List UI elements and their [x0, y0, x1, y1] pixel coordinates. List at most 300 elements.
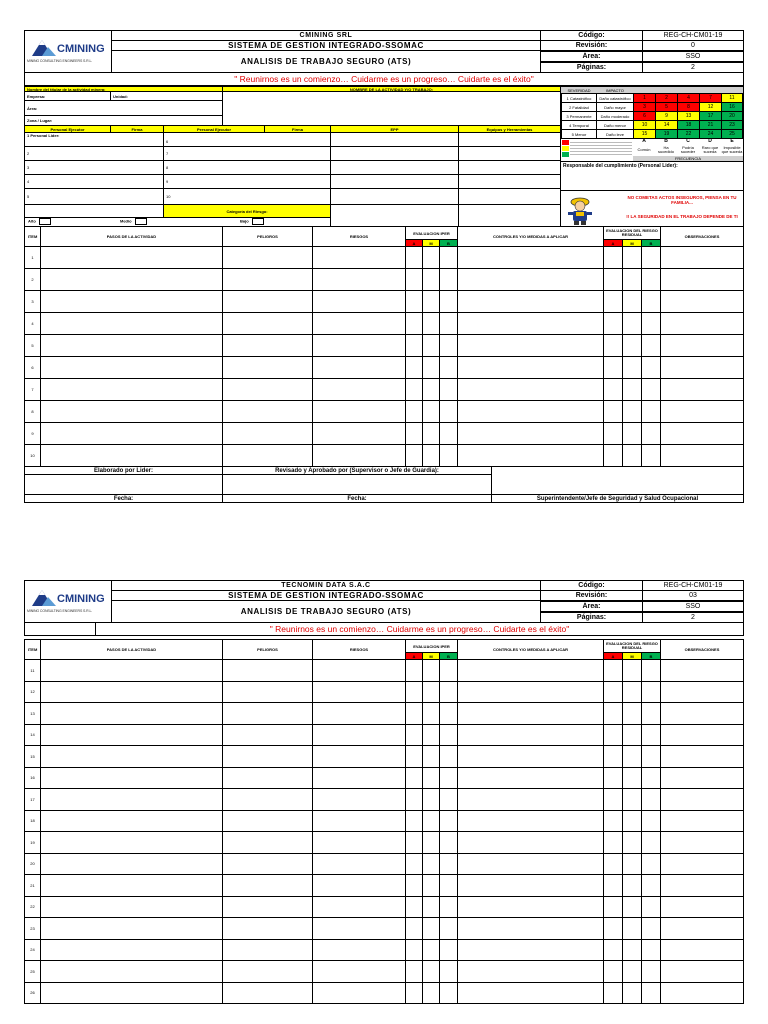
iper-a-cell[interactable]: [405, 745, 423, 768]
iper-a-cell[interactable]: [405, 422, 423, 445]
pasos-cell[interactable]: [40, 246, 223, 269]
pasos-cell[interactable]: [40, 960, 223, 983]
riesgos-cell[interactable]: [312, 767, 406, 790]
residual-a-cell[interactable]: [603, 853, 623, 876]
controles-cell[interactable]: [457, 896, 604, 919]
observaciones-cell[interactable]: [660, 745, 744, 768]
controles-cell[interactable]: [457, 681, 604, 704]
personal-right-cell[interactable]: 9: [163, 174, 331, 189]
riesgos-cell[interactable]: [312, 982, 406, 1005]
pasos-cell[interactable]: [40, 982, 223, 1005]
pasos-cell[interactable]: [40, 745, 223, 768]
residual-m-cell[interactable]: [622, 356, 642, 379]
iper-a-cell[interactable]: [405, 400, 423, 423]
residual-m-cell[interactable]: [622, 939, 642, 962]
residual-a-cell[interactable]: [603, 831, 623, 854]
iper-b-cell[interactable]: [439, 917, 458, 940]
iper-b-cell[interactable]: [439, 810, 458, 833]
riesgos-cell[interactable]: [312, 810, 406, 833]
observaciones-cell[interactable]: [660, 312, 744, 335]
pasos-cell[interactable]: [40, 831, 223, 854]
residual-b-cell[interactable]: [641, 960, 661, 983]
residual-b-cell[interactable]: [641, 724, 661, 747]
riesgos-cell[interactable]: [312, 312, 406, 335]
observaciones-cell[interactable]: [660, 334, 744, 357]
peligros-cell[interactable]: [222, 810, 313, 833]
iper-b-cell[interactable]: [439, 831, 458, 854]
iper-a-cell[interactable]: [405, 334, 423, 357]
residual-a-cell[interactable]: [603, 745, 623, 768]
observaciones-cell[interactable]: [660, 268, 744, 291]
residual-a-cell[interactable]: [603, 312, 623, 335]
peligros-cell[interactable]: [222, 334, 313, 357]
iper-b-cell[interactable]: [439, 745, 458, 768]
pasos-cell[interactable]: [40, 312, 223, 335]
riesgos-cell[interactable]: [312, 400, 406, 423]
pasos-cell[interactable]: [40, 356, 223, 379]
observaciones-cell[interactable]: [660, 356, 744, 379]
residual-m-cell[interactable]: [622, 896, 642, 919]
iper-b-cell[interactable]: [439, 896, 458, 919]
controles-cell[interactable]: [457, 831, 604, 854]
residual-b-cell[interactable]: [641, 378, 661, 401]
riesgos-cell[interactable]: [312, 831, 406, 854]
observaciones-cell[interactable]: [660, 290, 744, 313]
peligros-cell[interactable]: [222, 444, 313, 467]
residual-a-cell[interactable]: [603, 659, 623, 682]
iper-a-cell[interactable]: [405, 853, 423, 876]
personal-right-cell[interactable]: 7: [163, 146, 331, 161]
residual-a-cell[interactable]: [603, 246, 623, 269]
iper-m-cell[interactable]: [422, 334, 440, 357]
iper-a-cell[interactable]: [405, 939, 423, 962]
riesgos-cell[interactable]: [312, 853, 406, 876]
equipos-cell[interactable]: [458, 146, 561, 161]
iper-b-cell[interactable]: [439, 874, 458, 897]
peligros-cell[interactable]: [222, 874, 313, 897]
residual-m-cell[interactable]: [622, 378, 642, 401]
residual-a-cell[interactable]: [603, 378, 623, 401]
peligros-cell[interactable]: [222, 788, 313, 811]
iper-m-cell[interactable]: [422, 356, 440, 379]
iper-b-cell[interactable]: [439, 853, 458, 876]
residual-b-cell[interactable]: [641, 831, 661, 854]
iper-b-cell[interactable]: [439, 702, 458, 725]
personal-left-cell[interactable]: 1 Personal Lider:: [24, 132, 164, 147]
risk-alto[interactable]: [28, 218, 51, 225]
residual-a-cell[interactable]: [603, 810, 623, 833]
riesgos-cell[interactable]: [312, 788, 406, 811]
residual-m-cell[interactable]: [622, 681, 642, 704]
iper-a-cell[interactable]: [405, 681, 423, 704]
controles-cell[interactable]: [457, 290, 604, 313]
residual-m-cell[interactable]: [622, 422, 642, 445]
observaciones-cell[interactable]: [660, 874, 744, 897]
observaciones-cell[interactable]: [660, 917, 744, 940]
epp-cell[interactable]: [330, 132, 459, 147]
peligros-cell[interactable]: [222, 659, 313, 682]
residual-b-cell[interactable]: [641, 917, 661, 940]
residual-a-cell[interactable]: [603, 400, 623, 423]
pasos-cell[interactable]: [40, 874, 223, 897]
residual-a-cell[interactable]: [603, 917, 623, 940]
iper-b-cell[interactable]: [439, 356, 458, 379]
iper-a-cell[interactable]: [405, 810, 423, 833]
observaciones-cell[interactable]: [660, 810, 744, 833]
actividad-field[interactable]: [222, 91, 561, 126]
riesgos-cell[interactable]: [312, 290, 406, 313]
controles-cell[interactable]: [457, 960, 604, 983]
residual-m-cell[interactable]: [622, 917, 642, 940]
iper-b-cell[interactable]: [439, 400, 458, 423]
observaciones-cell[interactable]: [660, 788, 744, 811]
iper-m-cell[interactable]: [422, 767, 440, 790]
observaciones-cell[interactable]: [660, 378, 744, 401]
peligros-cell[interactable]: [222, 917, 313, 940]
controles-cell[interactable]: [457, 745, 604, 768]
iper-m-cell[interactable]: [422, 960, 440, 983]
iper-b-cell[interactable]: [439, 378, 458, 401]
risk-medio[interactable]: [120, 218, 147, 225]
pasos-cell[interactable]: [40, 400, 223, 423]
peligros-cell[interactable]: [222, 312, 313, 335]
riesgos-cell[interactable]: [312, 356, 406, 379]
peligros-cell[interactable]: [222, 982, 313, 1005]
iper-a-cell[interactable]: [405, 290, 423, 313]
pasos-cell[interactable]: [40, 378, 223, 401]
iper-b-cell[interactable]: [439, 659, 458, 682]
peligros-cell[interactable]: [222, 745, 313, 768]
iper-a-cell[interactable]: [405, 312, 423, 335]
iper-m-cell[interactable]: [422, 853, 440, 876]
peligros-cell[interactable]: [222, 853, 313, 876]
residual-m-cell[interactable]: [622, 702, 642, 725]
iper-b-cell[interactable]: [439, 268, 458, 291]
controles-cell[interactable]: [457, 767, 604, 790]
iper-m-cell[interactable]: [422, 444, 440, 467]
residual-a-cell[interactable]: [603, 444, 623, 467]
iper-m-cell[interactable]: [422, 874, 440, 897]
residual-a-cell[interactable]: [603, 356, 623, 379]
observaciones-cell[interactable]: [660, 681, 744, 704]
peligros-cell[interactable]: [222, 681, 313, 704]
residual-b-cell[interactable]: [641, 788, 661, 811]
iper-b-cell[interactable]: [439, 312, 458, 335]
pasos-cell[interactable]: [40, 767, 223, 790]
iper-a-cell[interactable]: [405, 356, 423, 379]
pasos-cell[interactable]: [40, 334, 223, 357]
residual-m-cell[interactable]: [622, 788, 642, 811]
equipos-cell[interactable]: [458, 174, 561, 189]
pasos-cell[interactable]: [40, 702, 223, 725]
controles-cell[interactable]: [457, 356, 604, 379]
iper-m-cell[interactable]: [422, 400, 440, 423]
residual-b-cell[interactable]: [641, 290, 661, 313]
iper-m-cell[interactable]: [422, 831, 440, 854]
residual-m-cell[interactable]: [622, 767, 642, 790]
residual-a-cell[interactable]: [603, 681, 623, 704]
iper-m-cell[interactable]: [422, 378, 440, 401]
controles-cell[interactable]: [457, 422, 604, 445]
observaciones-cell[interactable]: [660, 422, 744, 445]
iper-b-cell[interactable]: [439, 939, 458, 962]
residual-b-cell[interactable]: [641, 767, 661, 790]
residual-m-cell[interactable]: [622, 853, 642, 876]
superintendente-sign-area[interactable]: [491, 466, 744, 495]
peligros-cell[interactable]: [222, 896, 313, 919]
residual-m-cell[interactable]: [622, 312, 642, 335]
epp-cell[interactable]: [330, 188, 459, 205]
residual-m-cell[interactable]: [622, 960, 642, 983]
pasos-cell[interactable]: [40, 422, 223, 445]
controles-cell[interactable]: [457, 246, 604, 269]
residual-b-cell[interactable]: [641, 853, 661, 876]
controles-cell[interactable]: [457, 917, 604, 940]
residual-a-cell[interactable]: [603, 767, 623, 790]
iper-a-cell[interactable]: [405, 767, 423, 790]
equipos-cell[interactable]: [458, 160, 561, 175]
residual-m-cell[interactable]: [622, 810, 642, 833]
peligros-cell[interactable]: [222, 290, 313, 313]
residual-m-cell[interactable]: [622, 745, 642, 768]
controles-cell[interactable]: [457, 724, 604, 747]
iper-m-cell[interactable]: [422, 290, 440, 313]
iper-a-cell[interactable]: [405, 896, 423, 919]
personal-right-cell[interactable]: 6: [163, 132, 331, 147]
controles-cell[interactable]: [457, 334, 604, 357]
controles-cell[interactable]: [457, 939, 604, 962]
iper-a-cell[interactable]: [405, 702, 423, 725]
pasos-cell[interactable]: [40, 659, 223, 682]
iper-m-cell[interactable]: [422, 702, 440, 725]
riesgos-cell[interactable]: [312, 268, 406, 291]
residual-b-cell[interactable]: [641, 334, 661, 357]
iper-a-cell[interactable]: [405, 982, 423, 1005]
riesgos-cell[interactable]: [312, 659, 406, 682]
peligros-cell[interactable]: [222, 268, 313, 291]
riesgos-cell[interactable]: [312, 246, 406, 269]
personal-left-cell[interactable]: 3: [24, 160, 164, 175]
iper-a-cell[interactable]: [405, 960, 423, 983]
residual-m-cell[interactable]: [622, 444, 642, 467]
peligros-cell[interactable]: [222, 767, 313, 790]
peligros-cell[interactable]: [222, 939, 313, 962]
iper-a-cell[interactable]: [405, 659, 423, 682]
equipos-cell[interactable]: [458, 188, 561, 205]
riesgos-cell[interactable]: [312, 939, 406, 962]
residual-m-cell[interactable]: [622, 831, 642, 854]
controles-cell[interactable]: [457, 400, 604, 423]
personal-right-cell[interactable]: 10: [163, 188, 331, 205]
residual-b-cell[interactable]: [641, 810, 661, 833]
revisado-sign-area[interactable]: [222, 474, 492, 495]
iper-m-cell[interactable]: [422, 422, 440, 445]
riesgos-cell[interactable]: [312, 896, 406, 919]
peligros-cell[interactable]: [222, 422, 313, 445]
riesgos-cell[interactable]: [312, 681, 406, 704]
controles-cell[interactable]: [457, 810, 604, 833]
risk-medio-checkbox[interactable]: [135, 218, 147, 225]
iper-m-cell[interactable]: [422, 724, 440, 747]
equipos-extra-cell[interactable]: [458, 204, 561, 227]
riesgos-cell[interactable]: [312, 702, 406, 725]
riesgos-cell[interactable]: [312, 724, 406, 747]
residual-a-cell[interactable]: [603, 702, 623, 725]
risk-bajo[interactable]: [240, 218, 264, 225]
observaciones-cell[interactable]: [660, 982, 744, 1005]
riesgos-cell[interactable]: [312, 378, 406, 401]
risk-alto-checkbox[interactable]: [39, 218, 51, 225]
peligros-cell[interactable]: [222, 831, 313, 854]
pasos-cell[interactable]: [40, 268, 223, 291]
iper-m-cell[interactable]: [422, 810, 440, 833]
residual-a-cell[interactable]: [603, 290, 623, 313]
residual-b-cell[interactable]: [641, 246, 661, 269]
controles-cell[interactable]: [457, 788, 604, 811]
residual-b-cell[interactable]: [641, 444, 661, 467]
iper-m-cell[interactable]: [422, 246, 440, 269]
iper-b-cell[interactable]: [439, 681, 458, 704]
iper-a-cell[interactable]: [405, 378, 423, 401]
observaciones-cell[interactable]: [660, 659, 744, 682]
peligros-cell[interactable]: [222, 724, 313, 747]
residual-a-cell[interactable]: [603, 724, 623, 747]
residual-b-cell[interactable]: [641, 422, 661, 445]
riesgos-cell[interactable]: [312, 444, 406, 467]
pasos-cell[interactable]: [40, 681, 223, 704]
residual-a-cell[interactable]: [603, 982, 623, 1005]
pasos-cell[interactable]: [40, 853, 223, 876]
iper-b-cell[interactable]: [439, 290, 458, 313]
residual-a-cell[interactable]: [603, 960, 623, 983]
residual-m-cell[interactable]: [622, 246, 642, 269]
observaciones-cell[interactable]: [660, 853, 744, 876]
residual-a-cell[interactable]: [603, 896, 623, 919]
controles-cell[interactable]: [457, 268, 604, 291]
residual-b-cell[interactable]: [641, 681, 661, 704]
observaciones-cell[interactable]: [660, 246, 744, 269]
residual-b-cell[interactable]: [641, 312, 661, 335]
residual-a-cell[interactable]: [603, 939, 623, 962]
riesgos-cell[interactable]: [312, 334, 406, 357]
iper-m-cell[interactable]: [422, 745, 440, 768]
pasos-cell[interactable]: [40, 788, 223, 811]
peligros-cell[interactable]: [222, 702, 313, 725]
residual-b-cell[interactable]: [641, 400, 661, 423]
iper-b-cell[interactable]: [439, 422, 458, 445]
controles-cell[interactable]: [457, 702, 604, 725]
residual-b-cell[interactable]: [641, 356, 661, 379]
iper-a-cell[interactable]: [405, 917, 423, 940]
pasos-cell[interactable]: [40, 939, 223, 962]
controles-cell[interactable]: [457, 982, 604, 1005]
iper-m-cell[interactable]: [422, 659, 440, 682]
iper-b-cell[interactable]: [439, 788, 458, 811]
residual-m-cell[interactable]: [622, 268, 642, 291]
iper-a-cell[interactable]: [405, 831, 423, 854]
personal-right-cell[interactable]: 8: [163, 160, 331, 175]
controles-cell[interactable]: [457, 853, 604, 876]
iper-b-cell[interactable]: [439, 767, 458, 790]
iper-m-cell[interactable]: [422, 788, 440, 811]
iper-b-cell[interactable]: [439, 334, 458, 357]
riesgos-cell[interactable]: [312, 917, 406, 940]
observaciones-cell[interactable]: [660, 702, 744, 725]
residual-m-cell[interactable]: [622, 400, 642, 423]
personal-left-cell[interactable]: 5: [24, 188, 164, 205]
iper-b-cell[interactable]: [439, 960, 458, 983]
residual-a-cell[interactable]: [603, 874, 623, 897]
controles-cell[interactable]: [457, 378, 604, 401]
riesgos-cell[interactable]: [312, 960, 406, 983]
pasos-cell[interactable]: [40, 896, 223, 919]
iper-a-cell[interactable]: [405, 444, 423, 467]
epp-extra-cell[interactable]: [330, 204, 459, 227]
pasos-cell[interactable]: [40, 724, 223, 747]
residual-b-cell[interactable]: [641, 702, 661, 725]
observaciones-cell[interactable]: [660, 724, 744, 747]
iper-a-cell[interactable]: [405, 246, 423, 269]
personal-left-cell[interactable]: 4: [24, 174, 164, 189]
residual-m-cell[interactable]: [622, 874, 642, 897]
residual-b-cell[interactable]: [641, 659, 661, 682]
residual-a-cell[interactable]: [603, 268, 623, 291]
riesgos-cell[interactable]: [312, 745, 406, 768]
residual-m-cell[interactable]: [622, 290, 642, 313]
epp-cell[interactable]: [330, 174, 459, 189]
residual-m-cell[interactable]: [622, 724, 642, 747]
controles-cell[interactable]: [457, 444, 604, 467]
observaciones-cell[interactable]: [660, 767, 744, 790]
riesgos-cell[interactable]: [312, 874, 406, 897]
iper-m-cell[interactable]: [422, 312, 440, 335]
iper-m-cell[interactable]: [422, 917, 440, 940]
residual-b-cell[interactable]: [641, 745, 661, 768]
equipos-cell[interactable]: [458, 132, 561, 147]
observaciones-cell[interactable]: [660, 831, 744, 854]
residual-m-cell[interactable]: [622, 334, 642, 357]
residual-a-cell[interactable]: [603, 334, 623, 357]
risk-bajo-checkbox[interactable]: [252, 218, 264, 225]
iper-m-cell[interactable]: [422, 982, 440, 1005]
observaciones-cell[interactable]: [660, 960, 744, 983]
observaciones-cell[interactable]: [660, 400, 744, 423]
iper-m-cell[interactable]: [422, 939, 440, 962]
residual-b-cell[interactable]: [641, 982, 661, 1005]
iper-b-cell[interactable]: [439, 444, 458, 467]
residual-b-cell[interactable]: [641, 874, 661, 897]
pasos-cell[interactable]: [40, 810, 223, 833]
responsable-box[interactable]: [560, 161, 744, 191]
personal-left-cell[interactable]: 2: [24, 146, 164, 161]
peligros-cell[interactable]: [222, 960, 313, 983]
peligros-cell[interactable]: [222, 246, 313, 269]
pasos-cell[interactable]: [40, 290, 223, 313]
residual-m-cell[interactable]: [622, 982, 642, 1005]
pasos-cell[interactable]: [40, 444, 223, 467]
observaciones-cell[interactable]: [660, 939, 744, 962]
residual-b-cell[interactable]: [641, 896, 661, 919]
iper-b-cell[interactable]: [439, 982, 458, 1005]
epp-cell[interactable]: [330, 160, 459, 175]
iper-m-cell[interactable]: [422, 896, 440, 919]
observaciones-cell[interactable]: [660, 444, 744, 467]
residual-m-cell[interactable]: [622, 659, 642, 682]
controles-cell[interactable]: [457, 312, 604, 335]
iper-b-cell[interactable]: [439, 724, 458, 747]
epp-cell[interactable]: [330, 146, 459, 161]
iper-a-cell[interactable]: [405, 874, 423, 897]
